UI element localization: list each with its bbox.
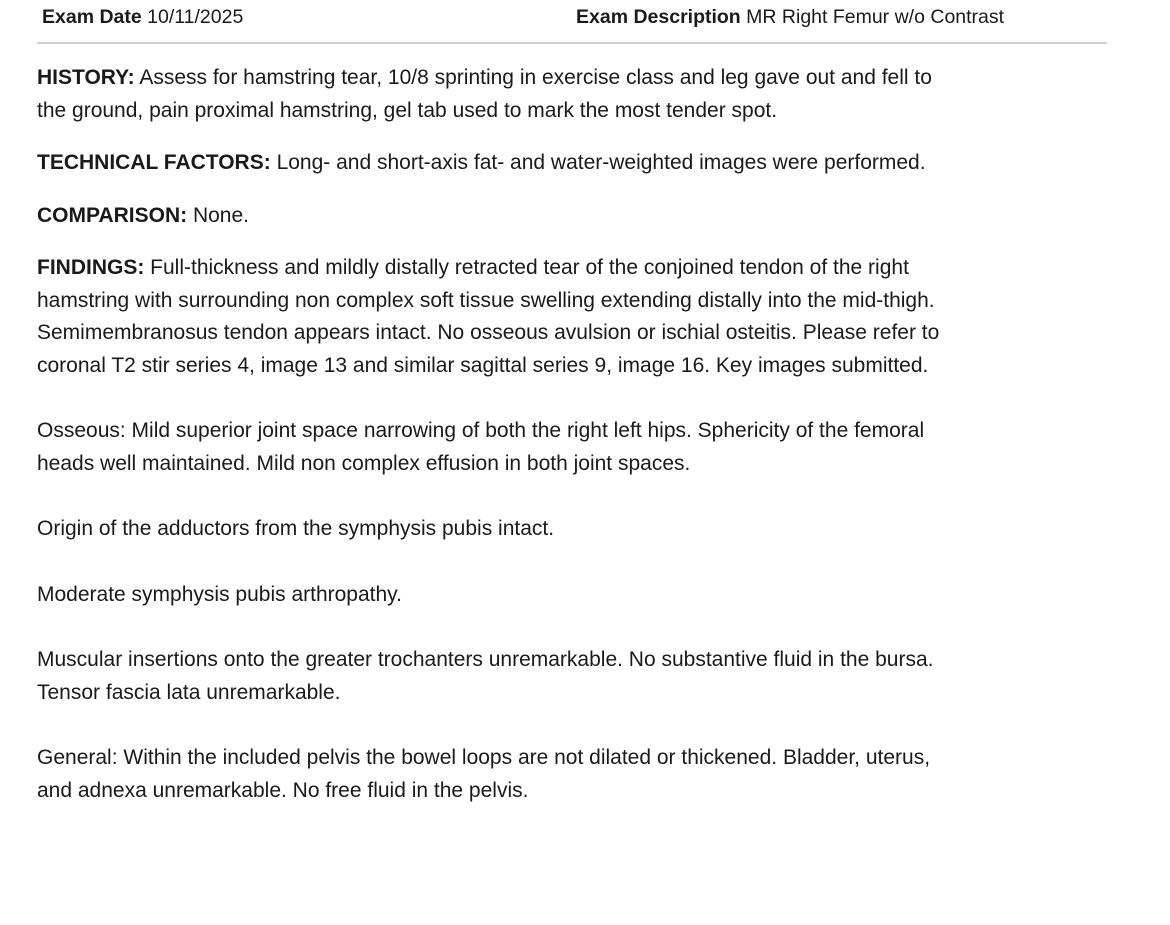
symphysis-paragraph: Moderate symphysis pubis arthropathy. — [37, 582, 402, 606]
report-body — [37, 62, 1117, 807]
header-divider — [37, 42, 1107, 44]
findings-label: FINDINGS: — [37, 256, 145, 279]
history-text: Assess for hamstring tear, 10/8 sprinting in exercise class and leg gave out and fell to the ground, pain proximal hamstring, gel tab used to mark the most tender spot. — [37, 66, 932, 122]
comparison-label: COMPARISON: — [37, 203, 188, 227]
technical-factors-text: Long- and short-axis fat- and water-weighted images were performed. — [276, 151, 926, 174]
findings-text: Full-thickness and mildly distally retracted tear of the conjoined tendon of the right hamstring with surrounding non complex soft tissue swelling extending distally into the mid-thigh. Semimembranosus tendon appears intact. No osseous avulsion or ischial osteitis. Please refer to coronal T2 stir series 4, image 13 and similar sagittal series 9, image 16. Key images submitted. — [37, 256, 940, 377]
history-section — [37, 62, 1117, 127]
exam-date-value: 10/11/2025 — [147, 6, 244, 28]
exam-date-label: Exam Date — [42, 6, 142, 28]
technical-factors-label: TECHNICAL FACTORS: — [37, 151, 271, 174]
muscular-paragraph: Muscular insertions onto the greater trochanters unremarkable. No substantive fluid in the bursa. Tensor fascia lata unremarkable. — [37, 648, 934, 704]
general-paragraph: General: Within the included pelvis the bowel loops are not dilated or thickened. Bladder, uterus, and adnexa unremarkable. No free fluid in the pelvis. — [37, 746, 931, 802]
exam-date — [42, 4, 243, 30]
exam-description-value: MR Right Femur w/o Contrast — [746, 6, 1005, 28]
findings-section — [37, 252, 1117, 382]
exam-header — [40, 4, 1106, 30]
comparison-text: None. — [192, 203, 249, 227]
exam-description-label: Exam Description — [576, 6, 741, 28]
adductors-paragraph: Origin of the adductors from the symphysis pubis intact. — [37, 517, 555, 540]
exam-description — [576, 4, 1004, 30]
osseous-paragraph: Osseous: Mild superior joint space narrowing of both the right left hips. Sphericity of the femoral heads well maintained. Mild non complex effusion in both joint spaces. — [37, 419, 925, 475]
technical-factors-section — [37, 147, 1117, 180]
history-label: HISTORY: — [37, 66, 135, 89]
comparison-section — [37, 200, 1117, 233]
